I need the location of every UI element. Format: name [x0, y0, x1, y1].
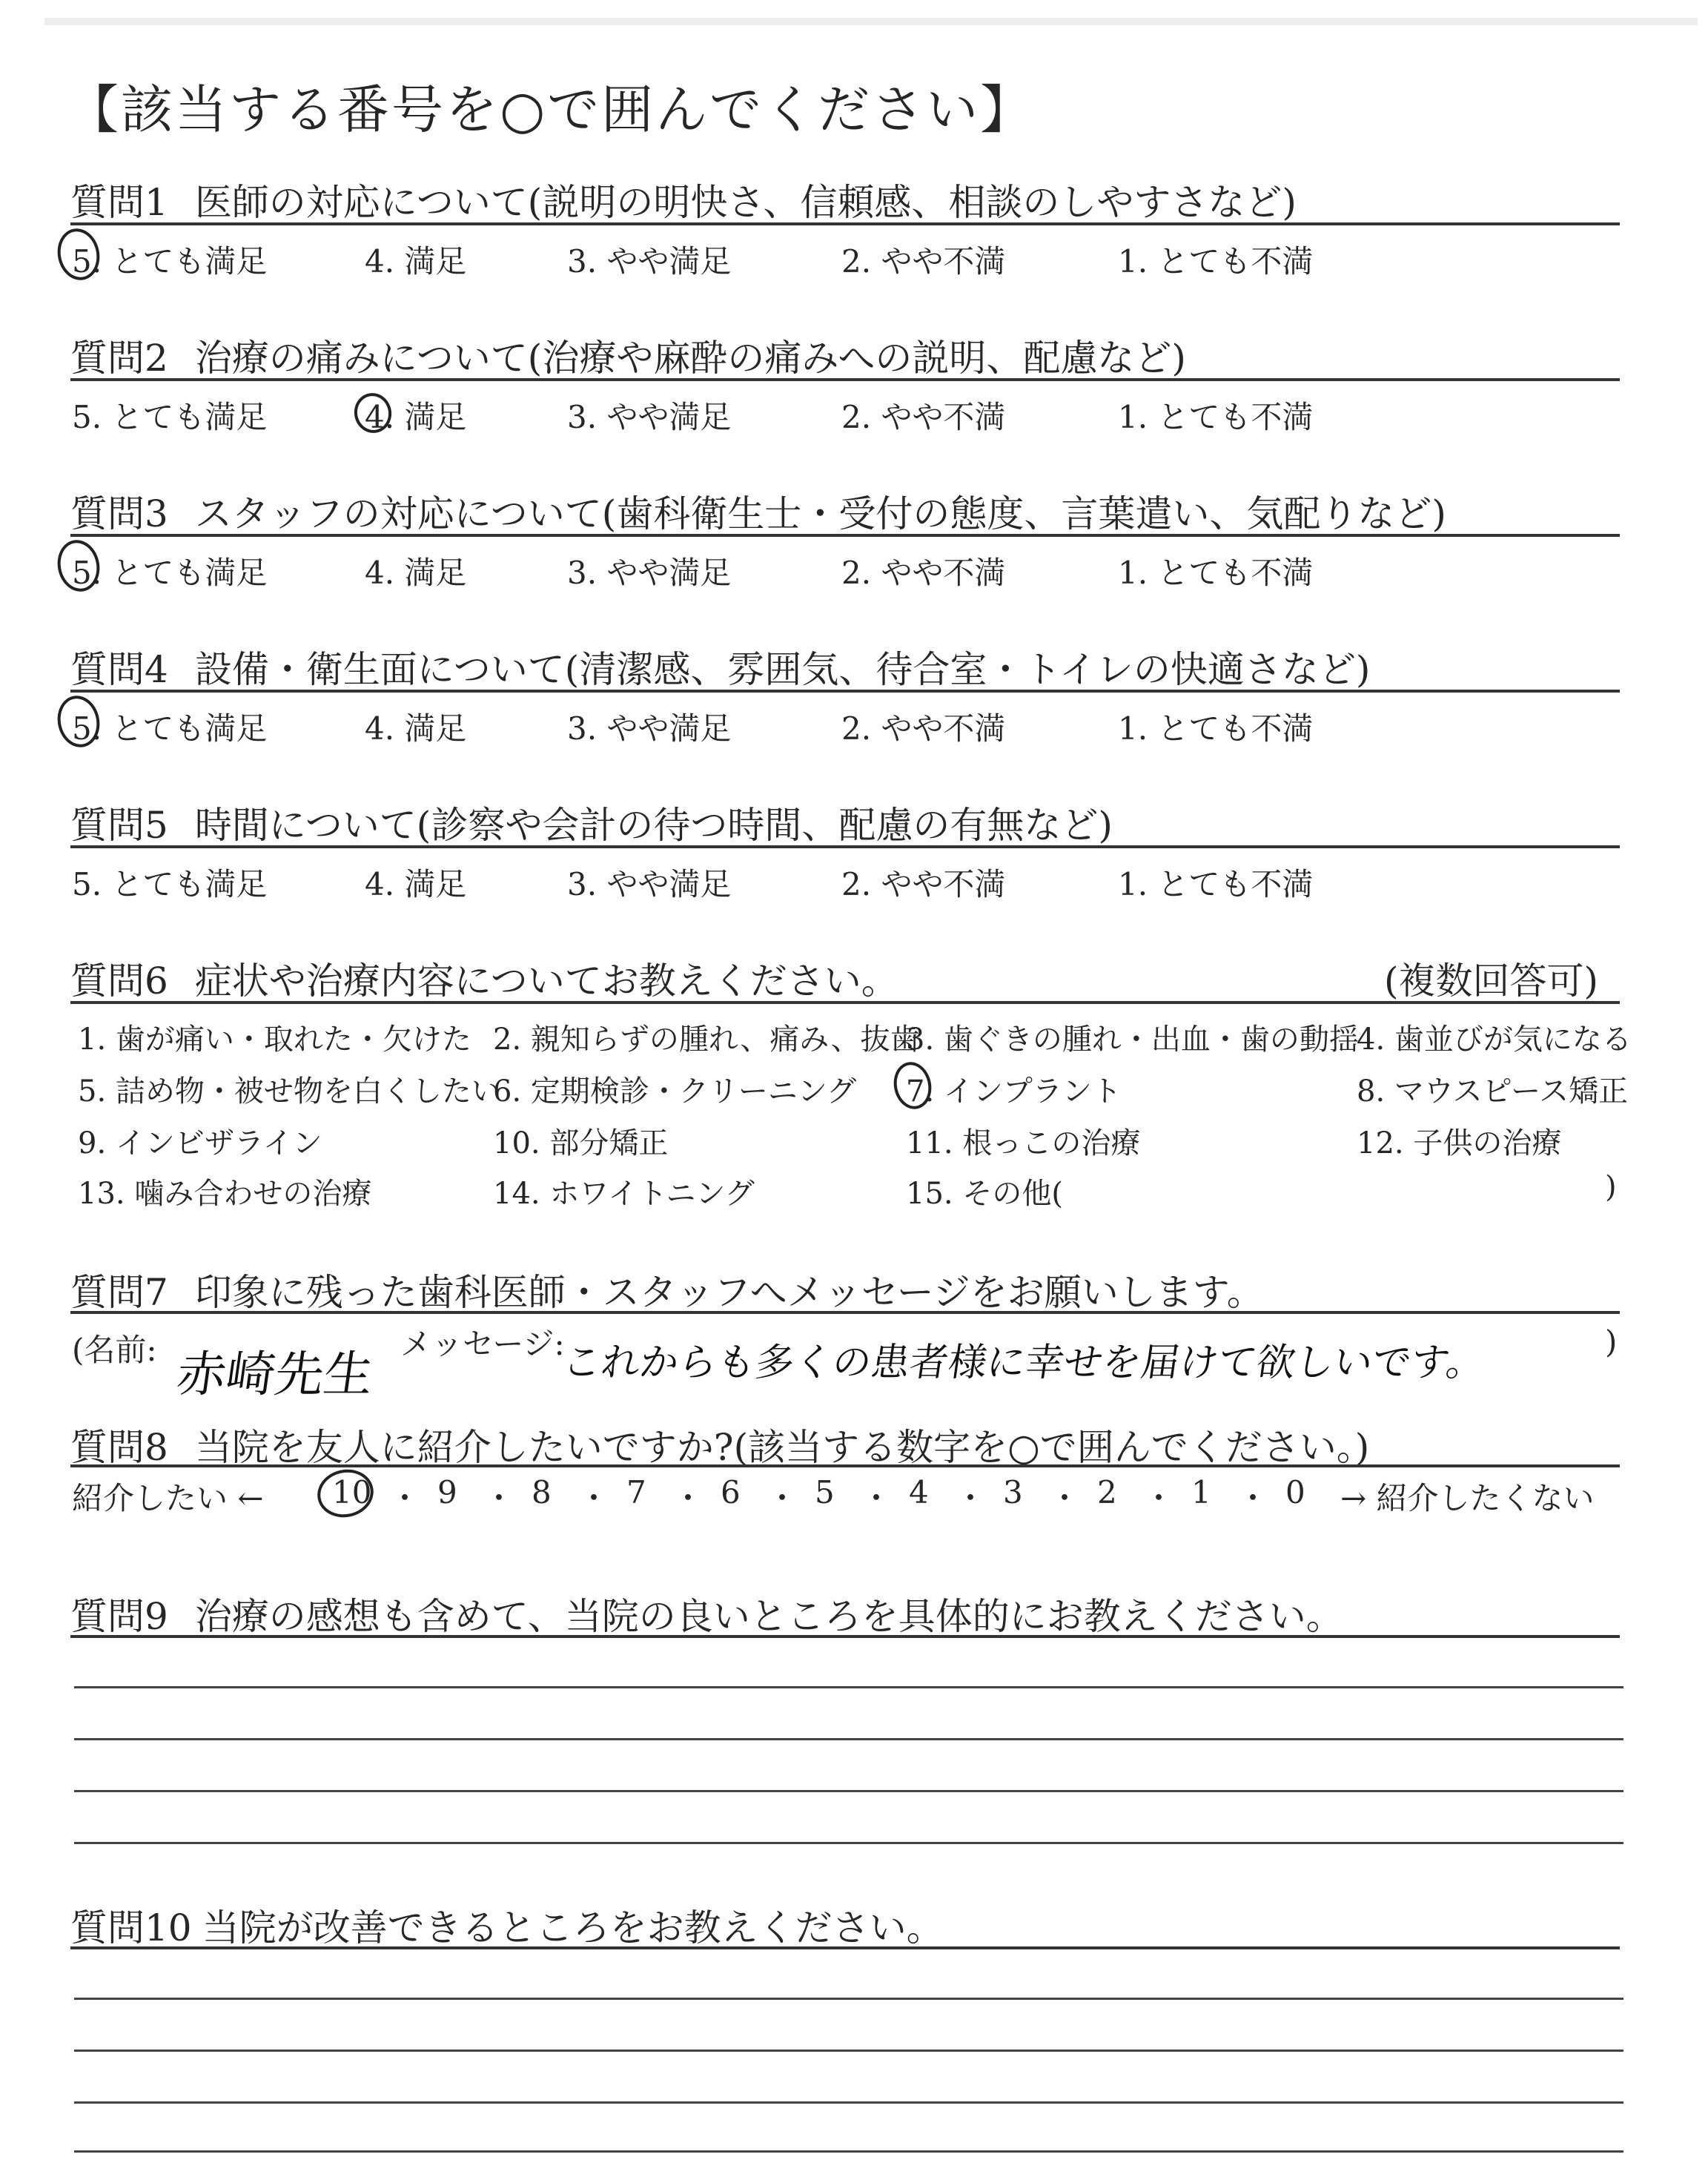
symptom-option-14[interactable]: 14. ホワイトニング [493, 1177, 755, 1211]
answer-line [74, 1686, 1623, 1688]
option-4[interactable]: 4. 満足 [365, 399, 467, 435]
scale-value-6[interactable]: 6 [721, 1474, 741, 1510]
scale-separator: ・ [861, 1480, 893, 1516]
question-3-rule [70, 534, 1620, 537]
handwritten-message[interactable]: これからも多くの患者様に幸せを届けて欲しいです。 [560, 1341, 1489, 1385]
question-number: 質問2 [70, 337, 168, 380]
question-text: 時間について(診察や会計の待つ時間、配慮の有無など) [194, 804, 1113, 847]
option-2[interactable]: 2. やや不満 [841, 399, 1006, 435]
question-4-rule [70, 690, 1620, 693]
question-number: 質問8 [70, 1426, 168, 1469]
symptom-option-9[interactable]: 9. インビザライン [78, 1126, 322, 1160]
symptom-option-8[interactable]: 8. マウスピース矯正 [1357, 1074, 1629, 1109]
message-close-paren: ) [1605, 1324, 1618, 1360]
option-1[interactable]: 1. とても不満 [1118, 710, 1314, 747]
scale-value-5[interactable]: 5 [815, 1474, 835, 1510]
other-close-paren: ) [1605, 1170, 1617, 1204]
page-title: 【該当する番号を○で囲んでください】 [67, 79, 1035, 140]
scale-value-8[interactable]: 8 [532, 1474, 552, 1510]
question-4-heading [70, 640, 1370, 693]
multiple-answer-note: (複数回答可) [1383, 960, 1598, 1003]
scale-separator: ・ [955, 1480, 987, 1516]
option-5[interactable]: 5. とても満足 [72, 555, 268, 591]
question-text: 印象に残った歯科医師・スタッフへメッセージをお願いします。 [194, 1271, 1264, 1314]
question-text: 当院を友人に紹介したいですか?(該当する数字を○で囲んでください。) [194, 1426, 1370, 1469]
symptom-option-10[interactable]: 10. 部分矯正 [493, 1126, 669, 1160]
option-1[interactable]: 1. とても不満 [1118, 555, 1314, 591]
option-5[interactable]: 5. とても満足 [72, 243, 268, 280]
option-4[interactable]: 4. 満足 [365, 243, 467, 280]
scale-separator: ・ [1237, 1480, 1269, 1516]
question-10-heading [70, 1898, 944, 1952]
scale-value-4[interactable]: 4 [909, 1474, 929, 1510]
name-label: (名前: [72, 1332, 157, 1368]
scale-separator: ・ [389, 1480, 421, 1516]
question-10-rule [70, 1946, 1620, 1949]
question-8-rule [70, 1464, 1620, 1467]
symptom-option-5[interactable]: 5. 詰め物・被せ物を白くしたい [78, 1074, 501, 1109]
question-number: 質問6 [70, 960, 168, 1003]
scale-separator: ・ [483, 1480, 515, 1516]
answer-line [74, 1842, 1623, 1844]
symptom-option-1[interactable]: 1. 歯が痛い・取れた・欠けた [78, 1023, 471, 1057]
scale-separator: ・ [767, 1480, 798, 1516]
symptom-option-6[interactable]: 6. 定期検診・クリーニング [493, 1074, 857, 1109]
option-4[interactable]: 4. 満足 [365, 866, 467, 902]
question-text: 症状や治療内容についてお教えください。 [194, 960, 898, 1003]
symptom-option-11[interactable]: 11. 根っこの治療 [906, 1126, 1141, 1160]
question-7-heading [70, 1263, 1264, 1316]
handwritten-name[interactable]: 赤崎先生 [173, 1346, 377, 1403]
question-number: 質問1 [70, 181, 168, 224]
option-2[interactable]: 2. やや不満 [841, 866, 1006, 902]
question-6-rule [70, 1001, 1620, 1004]
scale-separator: ・ [1049, 1480, 1081, 1516]
answer-line [74, 1998, 1623, 2000]
question-number: 質問5 [70, 804, 168, 847]
answer-line [74, 2101, 1623, 2104]
scale-value-1[interactable]: 1 [1191, 1474, 1211, 1510]
question-text: 治療の感想も含めて、当院の良いところを具体的にお教えください。 [194, 1595, 1343, 1638]
option-2[interactable]: 2. やや不満 [841, 243, 1006, 280]
symptom-option-12[interactable]: 12. 子供の治療 [1357, 1126, 1562, 1160]
scale-value-10[interactable]: 10 [332, 1474, 372, 1510]
scan-top-edge [44, 18, 1698, 25]
question-text: 医師の対応について(説明の明快さ、信頼感、相談のしやすさなど) [194, 181, 1297, 224]
symptom-option-4[interactable]: 4. 歯並びが気になる [1357, 1023, 1632, 1057]
question-number: 質問4 [70, 648, 168, 691]
scale-value-3[interactable]: 3 [1003, 1474, 1023, 1510]
scale-separator: ・ [1143, 1480, 1175, 1516]
symptom-option-2[interactable]: 2. 親知らずの腫れ、痛み、抜歯 [493, 1023, 920, 1057]
option-5[interactable]: 5. とても満足 [72, 866, 268, 902]
option-3[interactable]: 3. やや満足 [567, 710, 732, 747]
answer-line [74, 1738, 1623, 1740]
question-5-heading [70, 796, 1113, 849]
scale-right-label: → 紹介したくない [1340, 1480, 1595, 1516]
option-2[interactable]: 2. やや不満 [841, 710, 1006, 747]
question-text: 治療の痛みについて(治療や麻酔の痛みへの説明、配慮など) [194, 337, 1186, 380]
question-number: 質問7 [70, 1271, 168, 1314]
question-2-rule [70, 378, 1620, 381]
scale-value-9[interactable]: 9 [437, 1474, 457, 1510]
question-5-rule [70, 845, 1620, 848]
scale-value-2[interactable]: 2 [1097, 1474, 1117, 1510]
scale-value-7[interactable]: 7 [626, 1474, 646, 1510]
symptom-option-3[interactable]: 3. 歯ぐきの腫れ・出血・歯の動揺 [906, 1023, 1359, 1057]
scale-left-label: 紹介したい ← [72, 1480, 264, 1516]
question-1-heading [70, 173, 1297, 226]
answer-line [74, 2150, 1623, 2153]
option-3[interactable]: 3. やや満足 [567, 243, 732, 280]
scale-value-0[interactable]: 0 [1285, 1474, 1305, 1510]
symptom-option-7[interactable]: 7. インプラント [906, 1074, 1122, 1109]
option-3[interactable]: 3. やや満足 [567, 399, 732, 435]
question-text: 設備・衛生面について(清潔感、雰囲気、待合室・トイレの快適さなど) [194, 648, 1371, 691]
symptom-option-15[interactable]: 15. その他( [906, 1177, 1063, 1211]
question-number: 質問10 [70, 1906, 192, 1949]
option-2[interactable]: 2. やや不満 [841, 555, 1006, 591]
symptom-option-13[interactable]: 13. 噛み合わせの治療 [78, 1177, 372, 1211]
option-5[interactable]: 5. とても満足 [72, 710, 268, 747]
question-7-rule [70, 1311, 1620, 1314]
question-9-rule [70, 1635, 1620, 1638]
option-5[interactable]: 5. とても満足 [72, 399, 268, 435]
question-8-heading [70, 1418, 1369, 1471]
handwritten-circle-mark [313, 1464, 378, 1522]
question-9-heading [70, 1587, 1343, 1640]
question-number: 質問9 [70, 1595, 168, 1638]
question-3-heading [70, 484, 1446, 538]
question-text: 当院が改善できるところをお教えください。 [202, 1906, 944, 1949]
option-1[interactable]: 1. とても不満 [1118, 243, 1314, 280]
option-4[interactable]: 4. 満足 [365, 710, 467, 747]
scale-separator: ・ [578, 1480, 610, 1516]
option-1[interactable]: 1. とても不満 [1118, 866, 1314, 902]
question-1-rule [70, 222, 1620, 225]
option-1[interactable]: 1. とても不満 [1118, 399, 1314, 435]
question-text: スタッフの対応について(歯科衛生士・受付の態度、言葉遣い、気配りなど) [194, 492, 1446, 535]
answer-line [74, 2050, 1623, 2052]
question-2-heading [70, 328, 1186, 382]
scale-separator: ・ [672, 1480, 704, 1516]
option-3[interactable]: 3. やや満足 [567, 866, 732, 902]
question-6-heading [70, 951, 898, 1005]
message-label: メッセージ: [400, 1326, 565, 1362]
question-number: 質問3 [70, 492, 168, 535]
answer-line [74, 1790, 1623, 1792]
option-3[interactable]: 3. やや満足 [567, 555, 732, 591]
option-4[interactable]: 4. 満足 [365, 555, 467, 591]
